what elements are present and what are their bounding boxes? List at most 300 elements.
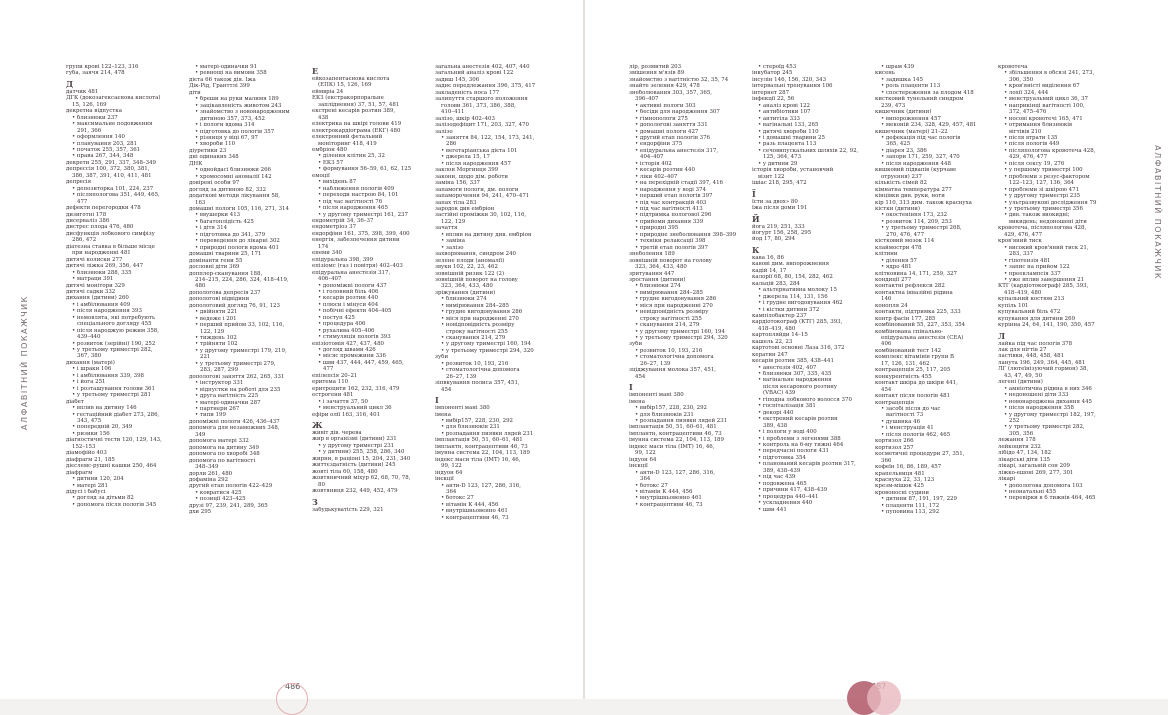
index-entry: імена xyxy=(629,398,646,405)
index-columns-right xyxy=(629,64,1123,664)
index-entry: • друга вагітність 225 xyxy=(195,393,259,400)
index-entry: • перший етап пологів 397 xyxy=(635,193,713,200)
index-entry: допомога на дитину 349 xyxy=(189,444,259,451)
index-entry: дієта 66 також дія. Їжа xyxy=(189,76,256,83)
index-entry: кістки (дитини) xyxy=(875,205,921,212)
index-entry: імплантація 50, 51, 60–61, 481 xyxy=(435,437,523,444)
index-entry: кістковий мозок 114 xyxy=(875,238,935,245)
index-entry: 26–27, 139 xyxy=(640,360,671,367)
index-entry: • близнюки 274 xyxy=(635,283,681,290)
index-entry: строку вагітності 255 xyxy=(640,315,702,322)
index-entry: • шви 437, 444, 447, 459, 465, xyxy=(318,359,404,366)
index-entry: ДГК (докозагексаєнова кислота) xyxy=(66,95,161,102)
index-entry: • міся при народженні 270 xyxy=(441,315,519,322)
index-entry: • у третьому триместрі 282, xyxy=(1004,424,1085,431)
index-entry: • партнери 267 xyxy=(195,406,240,413)
index-entry: конкурентність 455 xyxy=(875,373,932,380)
index-entry: • бесіди для народження 307 xyxy=(635,109,720,116)
index-entry: їсти за двох» 80 xyxy=(752,198,798,205)
index-letter-heading: І xyxy=(629,382,633,393)
index-entry: • залізо xyxy=(441,244,464,251)
index-entry: епізіомс (газ і повітря) 402–403 xyxy=(312,263,403,270)
index-entry: лір, розмитий 203 xyxy=(629,64,682,70)
index-entry: ендометріоз 37 xyxy=(312,224,357,231)
index-column xyxy=(435,64,552,664)
index-entry: еритроцити 162, 232, 316, 479 xyxy=(312,385,400,392)
index-entry: • проблеми зі шкірою 471 xyxy=(1004,186,1080,193)
index-entry: • допоміжні пологи 437 xyxy=(318,282,387,289)
index-entry: • ліки 402–407 xyxy=(635,173,678,180)
index-entry: захворювання, синдром 240 xyxy=(435,251,516,258)
index-letter-heading: Ї xyxy=(752,188,756,199)
index-entry: дефекти перегородки 478 xyxy=(66,205,141,212)
index-entry: • і пологи у воді 400 xyxy=(758,429,817,436)
index-entry: • засобі після до час xyxy=(881,406,941,413)
index-entry: • див. також виокидні; xyxy=(1004,212,1070,219)
index-entry: • і проблеми з легенями 388 xyxy=(758,435,841,442)
index-entry: • у третьому триместрі 281 xyxy=(72,392,151,399)
index-entry: естрогени 481 xyxy=(312,392,354,399)
index-entry: • ревнощі на вимови 358 xyxy=(195,70,267,77)
index-entry: 454 xyxy=(441,386,452,393)
index-entry: 429, 476, 477 xyxy=(1009,154,1048,161)
index-entry: • інструктор 331 xyxy=(195,380,244,387)
index-entry: • перший прийом 33, 102, 116, xyxy=(195,322,285,329)
index-entry: лібідо 47, 134, 182 xyxy=(998,450,1052,457)
index-entry: • і дітя 314 xyxy=(195,225,228,232)
index-entry: ендометрій 34, 36–37 xyxy=(312,217,374,224)
index-entry: зовнішній поворот на голову xyxy=(629,257,712,264)
index-entry: кровотеча, післяпологова 428, xyxy=(998,225,1087,232)
index-entry: кампілобактер 237 xyxy=(752,312,807,319)
index-entry: • багатоплідість 425 xyxy=(195,218,254,225)
index-entry: • підготовка 354 xyxy=(758,454,806,461)
index-entry: 306, 350 xyxy=(1009,76,1034,83)
index-entry: • ядро 481 xyxy=(881,264,912,271)
index-entry: забудькуватість 229, 321 xyxy=(312,506,384,513)
index-entry: • другий етап пологів 376 xyxy=(635,134,710,141)
index-entry: • ковратися 425 xyxy=(195,489,242,496)
index-entry: • невідповідність розміру xyxy=(635,309,709,316)
index-entry: йод 17, 80, 294 xyxy=(752,236,796,243)
side-label-right: АЛФАВІТНИЙ ПОКАЖЧИК xyxy=(1153,145,1162,280)
page-number-left: 486 xyxy=(285,682,301,691)
index-entry: 99, 122 xyxy=(441,463,462,470)
index-entry: губа, заячя 214, 478 xyxy=(66,70,125,77)
index-entry: кава 16, 86 xyxy=(752,254,784,261)
index-entry: інфекції 22, 56 xyxy=(752,96,795,103)
index-entry: ендорфіни 161, 375, 398, 399, 400 xyxy=(312,230,410,237)
index-letter-heading: І xyxy=(435,395,439,406)
index-entry: домашні пологи 105, 116, 271, 314 xyxy=(189,205,289,212)
index-entry: 17, 126, 131, 462 xyxy=(881,360,930,367)
index-entry: • дитини 120, 204 xyxy=(72,476,124,483)
index-entry: дитиною 357, 373, 452 xyxy=(200,115,266,122)
index-entry: домінанти гени 55 xyxy=(189,257,243,264)
index-entry: • анестезія 402, 407 xyxy=(758,364,817,371)
index-entry: 343, 475 xyxy=(77,418,102,425)
index-entry: • гіподна лобкового волосся 370 xyxy=(758,396,852,403)
index-entry: кератин 247 xyxy=(752,351,788,358)
index-entry: • після народження 465 xyxy=(318,205,388,212)
index-entry: зритування 447 xyxy=(629,270,675,277)
index-entry: • епідуральна анестезія 317, xyxy=(635,147,719,154)
index-entry: комбінований 55, 227, 353, 354 xyxy=(875,322,966,329)
index-entry: • підготовка до пологів 357 xyxy=(195,128,275,135)
index-entry: їжа після доми 191 xyxy=(752,205,808,212)
index-entry: • підтримка пологової 296 xyxy=(635,212,712,219)
index-entry: візит 122 xyxy=(758,173,785,180)
index-entry: індекс маси тіла (ІМТ) 16, 46, xyxy=(435,456,521,463)
index-entry: • розпадання пиявки лядей 231 xyxy=(441,430,534,437)
index-entry: залізо, шкір 402–403 xyxy=(435,115,495,122)
index-entry: 270, 476, 477 xyxy=(886,231,925,238)
index-entry: • запис на прийом 122 xyxy=(1004,264,1070,271)
index-entry: • у третьому триместрі 356 xyxy=(1004,205,1083,212)
index-entry: • знайомство з новонародженим xyxy=(195,109,290,116)
index-entry: ліжко-ешоні 269, 277, 301 xyxy=(998,469,1074,476)
index-entry: • кров'яністі виділення 67 xyxy=(1004,83,1080,90)
index-entry: • для близнюків 231 xyxy=(441,424,500,431)
index-entry: • різниця у віці 67, 97 xyxy=(195,134,259,141)
index-entry: діафрагм 21, 185 xyxy=(66,456,115,463)
index-entry: кишечник (матері) 21–22 xyxy=(875,128,948,135)
index-entry: 80 xyxy=(318,481,325,488)
index-entry: 389, 438–439 xyxy=(763,467,801,474)
index-entry: • гімнопологи 275 xyxy=(635,115,688,122)
index-entry: 477 xyxy=(323,366,334,373)
index-entry: • антибіотики 107 xyxy=(758,109,811,116)
index-entry: залізо xyxy=(435,128,453,135)
index-entry: імунна система 22, 104, 113, 189 xyxy=(629,437,724,444)
index-entry: викидень; недоношені діти xyxy=(1009,218,1087,225)
index-entry: зародок див ембріон xyxy=(435,205,495,212)
index-entry: • екстрений кесарів розтин xyxy=(758,416,838,423)
index-entry: діафрагм xyxy=(66,469,93,476)
index-entry: • амніотична рідина в них 346 xyxy=(1004,385,1092,392)
index-entry: • прийоми дихання 339 xyxy=(635,218,704,225)
index-entry: • ускладнення 440 xyxy=(758,500,813,507)
index-entry: • розвиток 114, 209, 253 xyxy=(881,218,952,225)
index-entry: • планований кесарів розтин 317, xyxy=(758,461,856,468)
index-entry: залізодефіцит 171, 203, 327, 470 xyxy=(435,122,529,129)
index-entry: 349 xyxy=(195,431,206,438)
index-entry: • шрам 439 xyxy=(881,64,915,70)
index-entry: • наближення пологів 409 xyxy=(318,185,395,192)
index-entry: • природні пологи вдома 401 xyxy=(195,244,279,251)
index-entry: зуби xyxy=(435,354,449,361)
index-entry: жовтяничний міхур 62, 68, 70, 78, xyxy=(312,475,411,482)
index-entry: ембріон 480 xyxy=(312,146,347,153)
index-entry: 152–153 xyxy=(72,443,96,450)
index-entry: зіпвкування полиса 357, 451, xyxy=(435,380,520,387)
index-entry: • у другому триместрі 235 xyxy=(1004,193,1081,200)
index-entry: • декорі 440 xyxy=(758,409,794,416)
index-entry: • розпадання пиявки лядей 231 xyxy=(635,418,728,425)
index-entry: лікарські діти 135 xyxy=(998,456,1051,463)
index-entry: • переведення до лікарні 302 xyxy=(195,238,280,245)
index-entry: • діарея 23, 386 xyxy=(881,147,927,154)
index-entry: 323, 364, 433, 480 xyxy=(441,283,493,290)
index-entry: • альтернативна молоку 15 xyxy=(758,287,837,294)
index-entry: купіль 101 xyxy=(998,302,1029,309)
index-entry: КТГ (кардіотокограф) 285, 393, xyxy=(998,283,1089,290)
index-entry: дитячі монітори 329 xyxy=(66,282,125,289)
left-page xyxy=(0,0,583,699)
index-entry: • домашні пологи 427 xyxy=(635,128,699,135)
index-entry: кардіотокограф (КТГ) 285, 393, xyxy=(752,319,843,326)
index-entry: • передчасні пологи 431 xyxy=(758,448,830,455)
index-entry: • анти-D 123, 127, 286, 316, xyxy=(441,482,521,489)
index-entry: домашні тварини 25, 171 xyxy=(189,251,262,258)
index-entry: • прееклампсія 337 xyxy=(1004,270,1061,277)
index-entry: 410–411 xyxy=(441,109,465,116)
index-entry: • догляд швами 426 xyxy=(318,347,376,354)
index-entry: • після народження 448 xyxy=(881,160,951,167)
index-entry: • вплив на дитину див. ембріон xyxy=(441,231,532,238)
index-entry: лікарі, загальній сон 209 xyxy=(998,463,1070,470)
index-entry: • роль плаценти 113 xyxy=(881,83,941,90)
index-entry: • і грудне вигодовування 462 xyxy=(758,300,843,307)
index-entry: імпоненті мані 380 xyxy=(629,392,684,399)
index-entry: йога 219, 251, 333 xyxy=(752,223,805,230)
index-entry: дорли 261, 480 xyxy=(189,470,233,477)
index-entry: • неонатальні 455 xyxy=(1004,489,1057,495)
index-entry: дитячі садки 332 xyxy=(66,288,116,295)
index-entry: кадій 14, 17 xyxy=(752,267,787,274)
index-entry: кондиції 277 xyxy=(875,276,912,283)
index-entry: отруєння) 237 xyxy=(881,173,922,180)
index-entry: • планування 203, 281 xyxy=(72,140,138,147)
index-entry: контр фасін 177, 285 xyxy=(875,315,936,322)
index-entry: • антитіла 333 xyxy=(758,115,800,122)
index-entry: • стоматологічна допомога xyxy=(635,354,714,361)
index-entry: • післяпологова 351, 449, 465, xyxy=(72,192,160,199)
index-entry: • плюси і мінуси 404 xyxy=(318,301,379,308)
index-entry: кровоносні судини xyxy=(875,489,929,496)
index-entry: • розвиток (зерійні) 190, 252 xyxy=(72,340,156,347)
index-entry: • запори 171, 259, 327, 470 xyxy=(881,154,960,161)
index-entry: • тиждень 102 xyxy=(195,335,237,342)
index-entry: • гестаційний діабет 273, 286, xyxy=(72,411,160,418)
index-entry: 286, 472 xyxy=(72,237,97,244)
index-entry: клаймостри 478 xyxy=(875,244,922,251)
index-entry: електронний фетальний xyxy=(312,134,383,141)
index-entry: допомога по хворобі 348 xyxy=(189,451,260,458)
index-entry: • типи 199 xyxy=(195,412,226,419)
index-entry: 146 xyxy=(881,296,892,303)
index-entry: • плаценти 111, 172 xyxy=(881,502,940,509)
index-entry: 429, 476, 477 xyxy=(1004,231,1043,238)
index-entry: декрети 255, 291, 337, 348–349 xyxy=(66,159,157,166)
index-entry: кір 110, 313 дим. також краснуха xyxy=(875,199,972,206)
index-entry: імплантація 50, 51, 60–61, 481 xyxy=(629,424,717,431)
index-entry: дословні діти 369 xyxy=(189,264,240,271)
index-entry: • анти-D 123, 127, 286, 316, xyxy=(635,469,715,476)
index-entry: 163 xyxy=(195,199,206,206)
index-entry: картотові основні Лаза 316, 372 xyxy=(752,345,845,352)
index-entry: 367, 380 xyxy=(77,353,102,360)
index-entry: • природні 395 xyxy=(635,225,679,232)
index-entry: 283, 337 xyxy=(1009,251,1034,258)
index-entry: діти xyxy=(189,89,201,96)
index-entry: крезм-мішок 425 xyxy=(875,483,924,490)
index-entry: купальний костюм 213 xyxy=(998,296,1065,303)
index-column xyxy=(752,64,869,664)
index-entry: еритема 110 xyxy=(312,379,349,386)
index-entry: кисень xyxy=(875,70,895,77)
index-entry: інтервальні тренування 106 xyxy=(752,83,833,90)
index-entry: змішення м'язів 89 xyxy=(629,70,685,77)
index-entry: дисерваліз 386 xyxy=(66,217,110,224)
index-column xyxy=(629,64,746,664)
index-entry: крапельниця 481 xyxy=(875,470,925,477)
index-entry: • у другому триместрі 179, 219, xyxy=(195,347,287,354)
index-entry: заміна 156, 337 xyxy=(435,180,480,187)
index-entry: • дитячі хвороби 110 xyxy=(758,128,819,135)
index-entry: • однойдасі близнюки 266 xyxy=(195,167,271,174)
index-entry: • близнюки 237 xyxy=(72,114,118,121)
index-entry: • матері-одиначки 287 xyxy=(195,399,261,406)
index-entry: • для близнюків 231 xyxy=(635,411,694,418)
index-entry: 406 xyxy=(881,341,892,348)
index-entry: кистковий тунельний синдром xyxy=(875,96,964,103)
index-entry: лак для нігтів 27 xyxy=(998,347,1047,354)
index-entry: друзі 97, 239, 241, 289, 365 xyxy=(189,502,268,509)
index-entry: • вибір157, 228, 230, 292 xyxy=(635,405,707,412)
index-entry: зелене плоди (аномалії) xyxy=(435,257,505,264)
index-entry: 364 xyxy=(640,476,651,483)
side-label-left: АЛФАВІТНИЙ ПОКАЖЧИК xyxy=(20,295,29,430)
index-entry: • вимірювання 284–285 xyxy=(441,302,509,309)
index-entry: • місяс промежини 336 xyxy=(318,353,386,360)
index-entry: жир в організмі (дитини) 231 xyxy=(312,436,397,443)
index-entry: знеболення 189 xyxy=(629,251,675,258)
index-entry: діамофійо 403 xyxy=(66,450,107,457)
index-entry: дистрес плода 476, 480 xyxy=(66,224,134,231)
index-entry: • у третьому триместрі 279, xyxy=(195,360,276,367)
index-entry: дихання (матері) xyxy=(66,359,115,366)
index-entry: живіт дів. черева xyxy=(312,430,362,437)
index-entry: вігтівів 210 xyxy=(1009,128,1042,135)
index-entry: • розвиток 10, 193, 216 xyxy=(441,360,509,367)
index-entry: епідуральна анестезія (CEA) xyxy=(881,335,964,342)
index-entry: • матері-одиначки 91 xyxy=(195,64,258,70)
index-entry: • трійняти 102 xyxy=(195,341,238,348)
index-entry: 291, 366 xyxy=(77,127,102,134)
index-entry: дисфункція лобкового симфізу xyxy=(66,230,155,237)
index-entry: • максимальне подовження xyxy=(72,121,153,128)
index-entry: • новонароджена дихання 445 xyxy=(1004,398,1093,405)
index-entry: • кесарів розтин 440 xyxy=(318,295,378,302)
index-entry: 283, 287, 299 xyxy=(200,367,239,374)
index-entry: зріжування (дитини) xyxy=(435,289,496,296)
index-entry: • причини 417, 438–439 xyxy=(758,487,828,494)
index-entry: • лохії 324, 444 xyxy=(1004,89,1049,96)
index-entry: 389, 438 xyxy=(763,422,788,429)
index-entry: знайте зелення 429, 478 xyxy=(629,83,700,90)
index-entry: кількість сімей 82 xyxy=(875,180,927,187)
index-entry: 372, 475–476 xyxy=(1009,109,1047,116)
index-entry: зціджування молока 357, 451, xyxy=(629,367,717,374)
index-entry: 418–419, 480 xyxy=(1004,289,1042,296)
index-entry: • заняття 84, 122, 154, 173, 241, xyxy=(441,134,535,141)
index-entry: 125, 364, 473 xyxy=(763,154,802,161)
index-entry: інкубатор 245 xyxy=(752,70,793,77)
index-entry: 406–407 xyxy=(318,276,342,283)
index-entry: 418–419, 480 xyxy=(758,325,796,332)
index-entry: 364 xyxy=(446,489,457,495)
index-entry: 252 xyxy=(1009,418,1020,425)
index-entry: комплекс вітамінів групи В xyxy=(875,354,955,361)
index-entry: • носові кровотечі 165, 471 xyxy=(1004,115,1083,122)
index-entry: депресія xyxy=(66,179,92,186)
index-entry: • у дитини) 255, 258, 286, 340 xyxy=(318,449,405,456)
index-letter-heading: К xyxy=(752,244,760,255)
index-entry: 480 xyxy=(195,283,206,290)
index-entry: • внутрішньовенно 461 xyxy=(635,495,702,502)
index-entry: кальцій 283, 284 xyxy=(752,280,800,287)
index-entry: • матраци 391 xyxy=(72,276,114,283)
index-entry: • двійняти 221 xyxy=(195,309,238,316)
index-entry: залипуття старшого положення xyxy=(435,96,528,103)
index-entry: запаморочення 94, 241, 470–471 xyxy=(435,193,530,200)
index-entry: • у другому триместрі 160, 194 xyxy=(635,328,725,335)
index-entry: • матері 281 xyxy=(72,482,108,489)
index-entry: • відпустки на роботі для 235 xyxy=(195,386,281,393)
index-entry: клітковина 14, 171, 259, 327 xyxy=(875,270,957,277)
index-entry: легені (дитини) xyxy=(998,379,1043,386)
index-entry: • поступ 425 xyxy=(318,314,355,321)
index-entry: • внутрішньовенно 461 xyxy=(441,508,508,515)
index-entry: комбінований тест 142 xyxy=(875,347,942,354)
index-entry: імунна система 22, 104, 113, 189 xyxy=(435,450,530,457)
index-entry: • після народження 457 xyxy=(441,160,511,167)
index-entry: діагностичні тести 120, 129, 143, xyxy=(66,437,162,444)
index-entry: контрацепція 25, 117, 205 xyxy=(875,367,951,374)
index-entry: • вітамін К 444, 456 xyxy=(635,489,693,495)
index-entry: лейкоцити 232 xyxy=(998,443,1041,450)
index-entry: індуон 64 xyxy=(629,456,657,463)
index-entry: • і розташування голови 361 xyxy=(72,385,155,392)
index-entry: 43, 47, 49, 50 xyxy=(1004,372,1043,379)
index-entry: інєкції xyxy=(629,463,648,470)
index-entry: кофеїн 16, 86, 189, 457 xyxy=(875,464,942,471)
index-entry: • хвороби 110 xyxy=(195,141,236,148)
index-entry: епідуральна анестезія 317, xyxy=(312,269,391,276)
index-entry: 439–440 xyxy=(77,334,101,341)
index-entry: допоміжні пологи 426, 436–437 xyxy=(189,418,280,425)
index-entry: йогурт 156, 258, 295 xyxy=(752,229,812,236)
index-entry: • і домашні тварини 25 xyxy=(758,134,825,141)
index-entry: 323, 364, 433, 480 xyxy=(635,264,687,271)
index-entry: • ввушерки 413 xyxy=(195,212,241,219)
index-entry: • у другому триместрі 182, 197, xyxy=(1004,411,1096,418)
index-entry: дихання (дитини) 260 xyxy=(66,295,129,302)
index-entry: епізіотомія 427, 437, 480 xyxy=(312,340,385,347)
index-entry: • уже вплив завершення 21 xyxy=(1004,276,1085,283)
index-entry: лайка під час пологів 378 xyxy=(998,340,1073,347)
index-letter-heading: Л xyxy=(998,330,1006,341)
index-entry: • процедура 406 xyxy=(318,321,366,328)
index-entry: 386, 387, 391, 410, 411, 481 xyxy=(72,172,152,179)
index-entry: • госпіталізація 381 xyxy=(758,403,816,410)
index-entry: імплантн, контрацептиви 46, 73 xyxy=(435,443,528,450)
index-entry: допплер-сканування 188, xyxy=(189,270,263,277)
index-entry: • процедура 440–441 xyxy=(758,493,819,500)
index-entry: (VBAC) 439 xyxy=(763,390,796,397)
index-entry: кесарів розтин 385, 438–441 xyxy=(752,358,834,365)
